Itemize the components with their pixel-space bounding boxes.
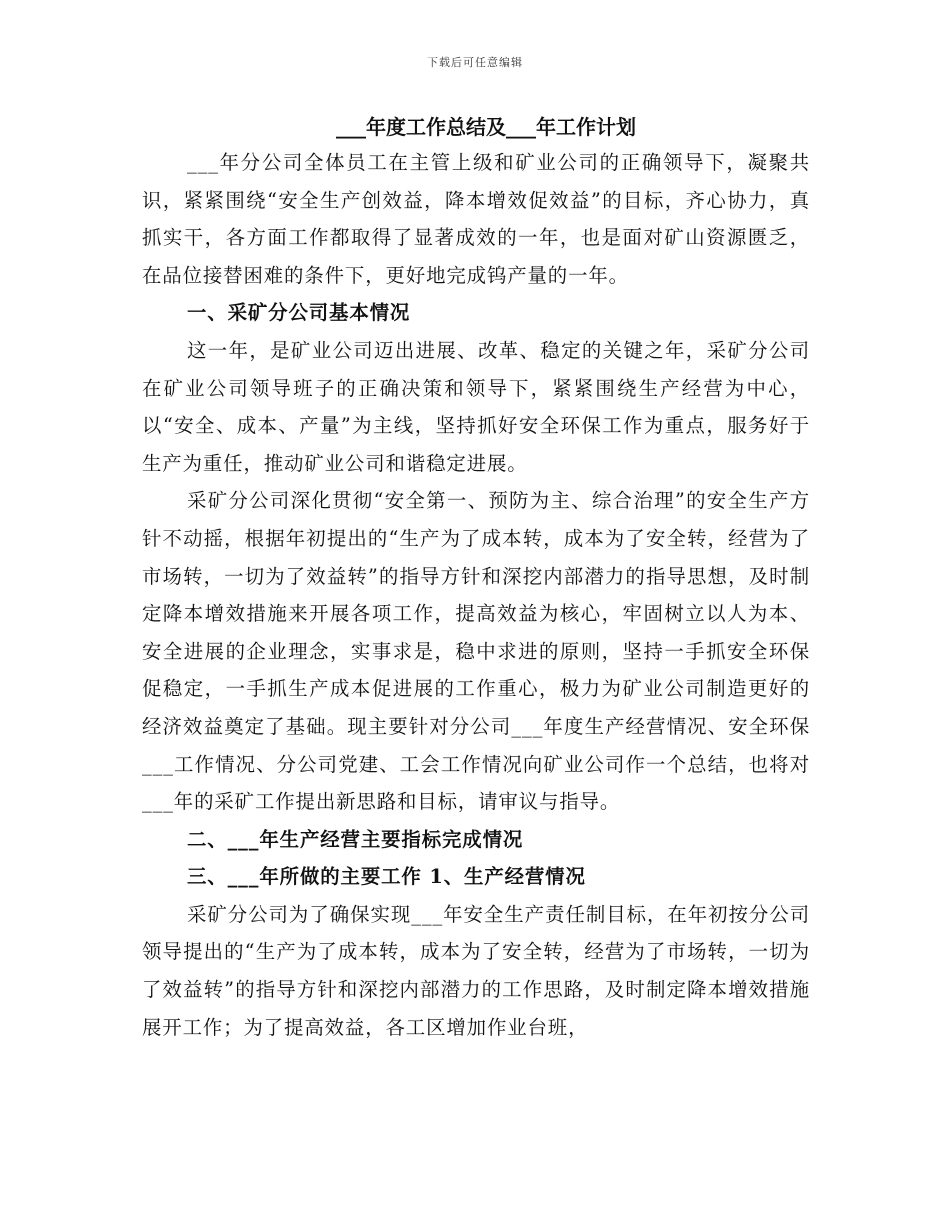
- section-2-heading: 二、___年生产经营主要指标完成情况: [187, 827, 524, 851]
- section-3-heading: 三、___年所做的主要工作 1、生产经营情况: [187, 865, 586, 889]
- document-title: ___年度工作总结及___年工作计划: [336, 115, 636, 139]
- header-note: 下载后可任意编辑: [427, 56, 523, 69]
- section-3-paragraph-1: 采矿分公司为了确保实现___年安全生产责任制目标，在年初按分公司领导提出的“生产为了成本转，成本为了安全转，经营为了市场转，一切为了效益转”的指导方针和深挖内部潜力的工作思路，及时制定降本增效措施展开工作；为了提高效益，各工区增加作业台班，: [142, 902, 810, 1039]
- document-body: [142, 110, 810, 1046]
- section-1-paragraph-1: 这一年，是矿业公司迈出进展、改革、稳定的关键之年，采矿分公司在矿业公司领导班子的正确决策和领导下，紧紧围绕生产经营为中心，以“安全、成本、产量”为主线，坚持抓好安全环保工作为重点，服务好于生产为重任，推动矿业公司和谐稳定进展。: [142, 338, 810, 475]
- section-1-heading: 一、采矿分公司基本情况: [187, 301, 411, 325]
- section-1-paragraph-2: 采矿分公司深化贯彻“安全第一、预防为主、综合治理”的安全生产方针不动摇，根据年初提出的“生产为了成本转，成本为了安全转，经营为了市场转，一切为了效益转”的指导方针和深挖内部潜力的指导思想，及时制定降本增效措施来开展各项工作，提高效益为核心，牢固树立以人为本、安全进展的企业理念，实事求是，稳中求进的原则，坚持一手抓安全环保促稳定，一手抓生产成本促进展的工作重心，极力为矿业公司制造更好的经济效益奠定了基础。现主要针对分公司___年度生产经营情况、安全环保___工作情况、分公司党建、工会工作情况向矿业公司作一个总结，也将对___年的采矿工作提出新思路和目标，请审议与指导。: [142, 489, 810, 814]
- intro-paragraph: ___年分公司全体员工在主管上级和矿业公司的正确领导下，凝聚共识，紧紧围绕“安全生产创效益，降本增效促效益”的目标，齐心协力，真抓实干，各方面工作都取得了显著成效的一年，也是面对矿山资源匮乏，在品位接替困难的条件下，更好地完成钨产量的一年。: [142, 151, 810, 287]
